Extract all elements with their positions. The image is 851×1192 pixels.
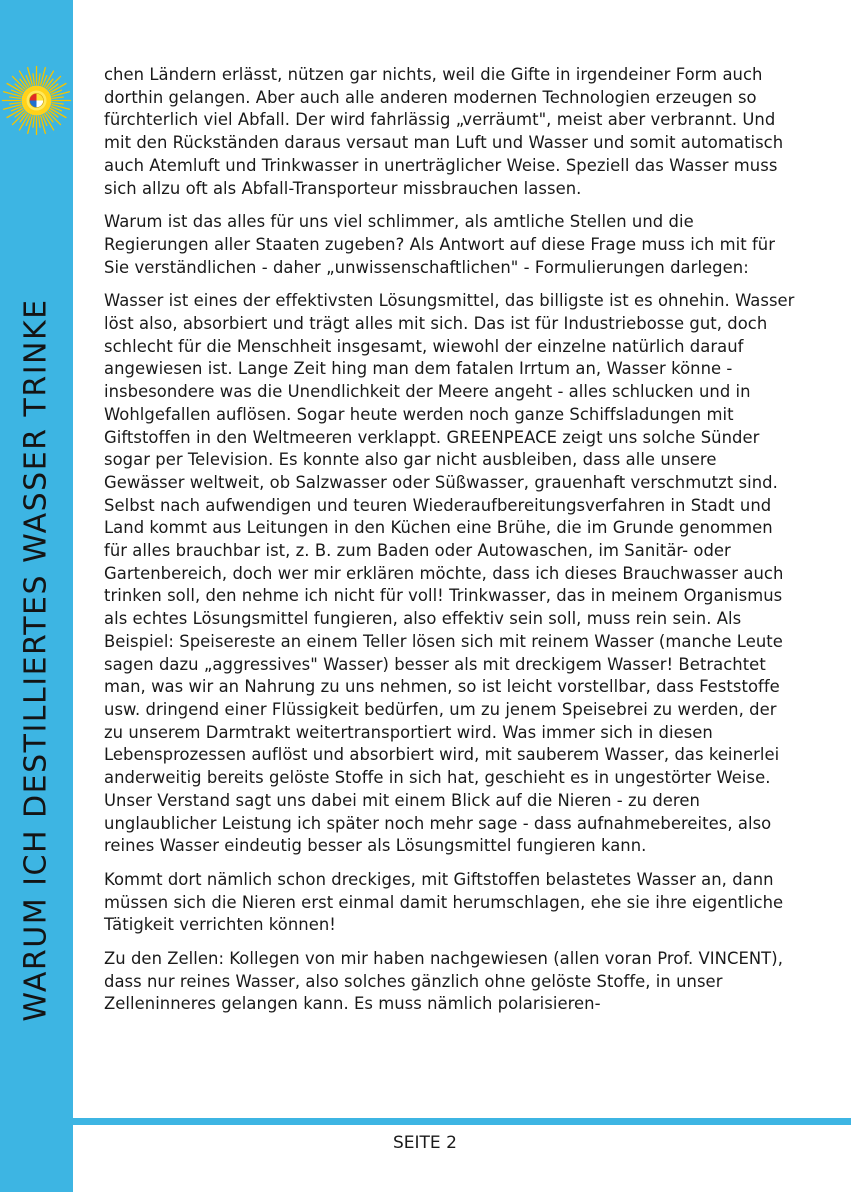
footer-divider bbox=[73, 1118, 851, 1125]
article-body bbox=[104, 64, 796, 1027]
paragraph-5: Zu den Zellen: Kollegen von mir haben nachgewiesen (allen voran Prof. VINCENT), dass nur reines Wasser, also solches gänzlich ohne gelöste Stoffe, in unser Zelleninneres gelangen kann. Es muss nämlich polarisieren- bbox=[104, 949, 783, 1014]
page-number: SEITE 2 bbox=[393, 1133, 457, 1153]
sidebar bbox=[0, 0, 73, 1192]
vertical-document-title: WARUM ICH DESTILLIERTES WASSER TRINKE bbox=[18, 298, 54, 1022]
paragraph-3: Wasser ist eines der effektivsten Lösungsmittel, das billigste ist es ohnehin. Wasser löst also, absorbiert und trägt alles mit sich. Das ist für Industriebosse gut, doch schlecht für die Menschheit insgesamt, wiewohl der einzelne natürlich darauf angewiesen ist. Lange Zeit hing man dem fatalen Irrtum an, Wasser könne - insbesondere was die Unendlichkeit der Meere angeht - alles schlucken und in Wohlgefallen auflösen. Sogar heute werden noch ganze Schiffsladungen mit Giftstoffen in den Weltmeeren verklappt. GREENPEACE zeigt uns solche Sünder sogar per Television. Es konnte also gar nicht ausbleiben, dass alle unsere Gewässer weltweit, ob Salzwasser oder Süßwasser, grauenhaft verschmutzt sind. Selbst nach aufwendigen und teuren Wiederaufbereitungsverfahren in Stadt und Land kommt aus Leitungen in den Küchen eine Brühe, die im Grunde genommen für alles brauchbar ist, z. B. zum Baden oder Autowaschen, im Sanitär- oder Gartenbereich, doch wer mir erklären möchte, dass ich dieses Brauchwasser auch trinken soll, den nehme ich nicht für voll! Trinkwasser, das in meinem Organismus als echtes Lösungsmittel fungieren, also effektiv sein soll, muss rein sein. Als Beispiel: Speisereste an einem Teller lösen sich mit reinem Wasser (manche Leute sagen dazu „aggressives" Wasser) besser als mit dreckigem Wasser! Betrachtet man, was wir an Nahrung zu uns nehmen, so ist leicht vorstellbar, dass Feststoffe usw. dringend einer Flüssigkeit bedürfen, um zu jenem Speisebrei zu werden, der zu unserem Darmtrakt weitertransportiert wird. Was immer sich in diesen Lebensprozessen auflöst und absorbiert wird, mit sauberem Wasser, das keinerlei anderweitig bereits gelöste Stoffe in sich hat, geschieht es in ungestörter Weise. Unser Verstand sagt uns dabei mit einem Blick auf die Nieren - zu deren unglaublicher Leistung ich später noch mehr sage - dass aufnahmebereites, also reines Wasser eindeutig besser als Lösungsmittel fungieren kann. bbox=[104, 291, 795, 856]
sun-logo-icon bbox=[0, 64, 73, 137]
paragraph-1: chen Ländern erlässt, nützen gar nichts, weil die Gifte in irgendeiner Form auch dorthin gelangen. Aber auch alle anderen modernen Technologien erzeugen so fürchterlich viel Abfall. Der wird fahrlässig „verräumt", meist aber verbrannt. Und mit den Rückständen daraus versaut man Luft und Wasser und somit automatisch auch Atemluft und Trinkwasser in unerträglicher Weise. Speziell das Wasser muss sich allzu oft als Abfall-Transporteur missbrauchen lassen. bbox=[104, 65, 784, 198]
paragraph-4: Kommt dort nämlich schon dreckiges, mit Giftstoffen belastetes Wasser an, dann müssen sich die Nieren erst einmal damit herumschlagen, ehe sie ihre eigentliche Tätigkeit verrichten können! bbox=[104, 869, 784, 935]
paragraph-2: Warum ist das alles für uns viel schlimmer, als amtliche Stellen und die Regierungen aller Staaten zugeben? Als Antwort auf diese Frage muss ich mit für Sie verständlichen - daher „unwissenschaftlichen" - Formulierungen darlegen: bbox=[104, 212, 776, 277]
